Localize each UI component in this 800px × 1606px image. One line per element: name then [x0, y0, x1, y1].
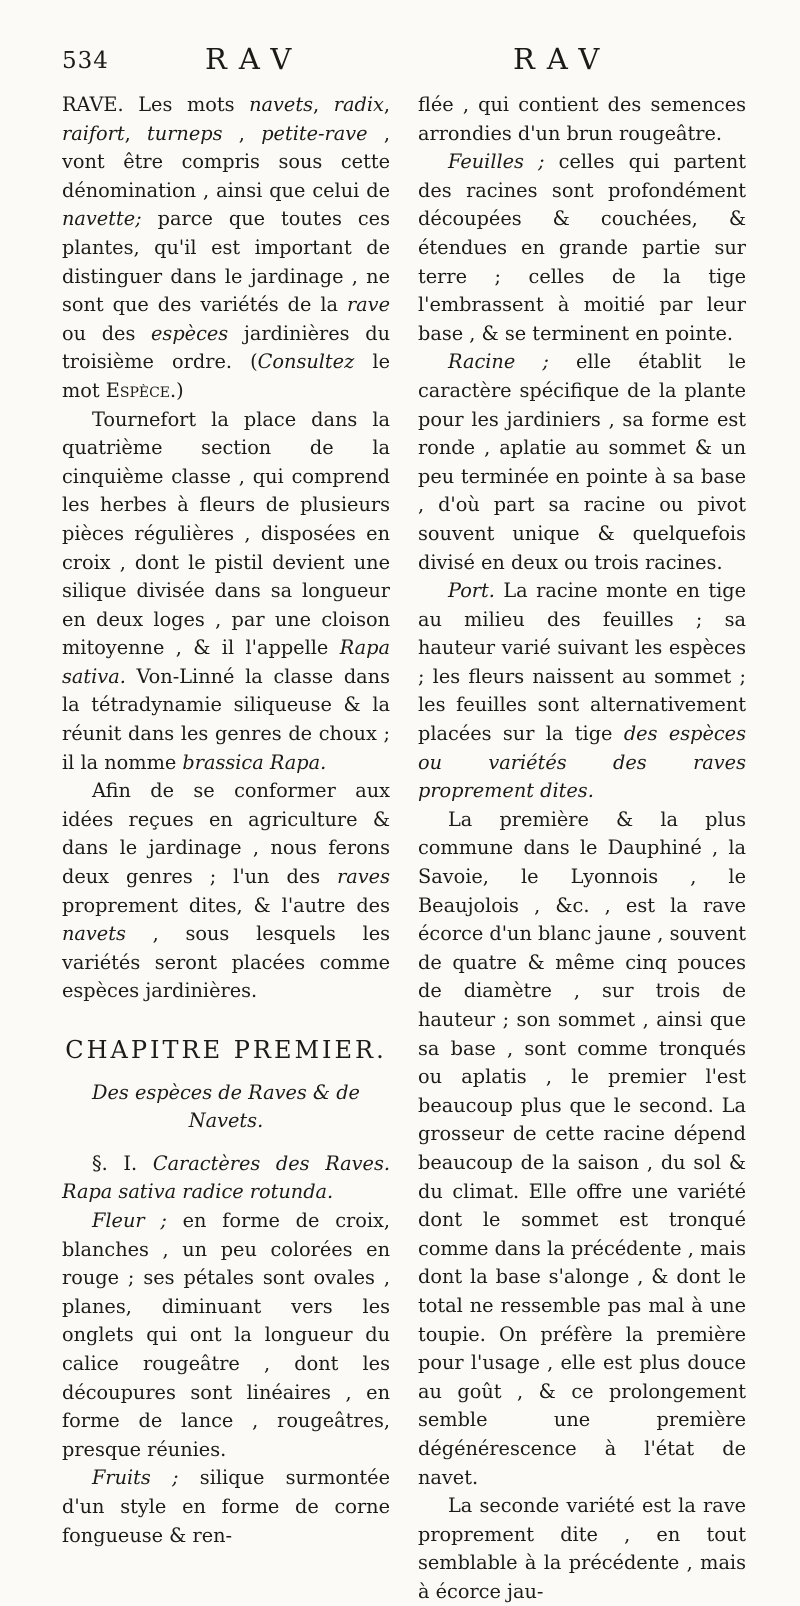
page-header	[0, 42, 800, 92]
page-number: 534	[62, 48, 109, 74]
continuation-paragraph: flée , qui contient des semences arrondies d'un brun rougeâtre.	[418, 93, 746, 145]
chapter-title: CHAPITRE PREMIER.	[65, 1036, 387, 1064]
racine-paragraph: Racine ; elle établit le caractère spécifique de la plante pour les jardiniers , sa forme est ronde , aplatie au sommet & un peu terminée en pointe à sa base , d'où part sa racine ou pivot souvent unique & quelquefois divisé en deux ou trois racines.	[418, 350, 746, 574]
fruits-paragraph: Fruits ; silique surmontée d'un style en forme de corne fongueuse & ren-	[62, 1466, 391, 1547]
running-head-right: RAV	[513, 42, 612, 76]
classification-paragraph: Tournefort la place dans la quatrième section de la cinquième classe , qui comprend les herbes à fleurs de plusieurs pièces régulières , disposées en croix , dont le pistil devient une silique divisée dans sa longueur en deux loges , par une cloison mitoyenne , & il l'appelle Rapa sativa. Von-Linné la classe dans la tétradynamie siliqueuse & la réunit dans les genres de choux ; il la nomme brassica Rapa.	[62, 407, 390, 774]
feuilles-paragraph: Feuilles ; celles qui partent des racines sont profondément découpées & couchées, & étendues en grande partie sur terre ; celles de la tige l'embrassent à moitié par leur base , & se terminent en pointe.	[418, 150, 746, 345]
fleur-paragraph: Fleur ; en forme de croix, blanches , un peu colorées en rouge ; ses pétales sont ovales , planes, diminuant vers les onglets qui ont la longueur du calice rougeâtre , dont les découpures sont linéaires , en forme de lance , rougeâtres, presque réunies.	[62, 1208, 391, 1461]
first-variety-paragraph: La première & la plus commune dans le Dauphiné , la Savoie, le Lyonnois , le Beaujolois , &c. , est la rave écorce d'un blanc jaune , souvent de quatre & même cinq pouces de diamètre , sur trois de hauteur ; son sommet , ainsi que sa base , sont comme tronqués ou aplatis , le premier l'est beaucoup plus que le second. La grosseur de cette racine dépend beaucoup de la saison , du sol & du climat. Elle offre une variété dont le sommet est tronqué comme dans la précédente , mais dont la base s'alonge , & dont le total ne ressemble pas mal à une toupie. On préfère la première pour l'usage , elle est plus douce au goût , & ce prolongement semble une première dégénérescence à l'état de navet.	[418, 807, 746, 1489]
second-variety-paragraph: La seconde variété est la rave proprement dite , en tout semblable à la précédente , mais à écorce jau-	[418, 1494, 746, 1603]
right-column	[418, 91, 746, 1606]
genres-paragraph: Afin de se conformer aux idées reçues en agriculture & dans le jardinage , nous ferons deux genres ; l'un des raves proprement dites, & l'autre des navets , sous lesquels les variétés seront placées comme espèces jardinières.	[62, 779, 390, 1003]
port-paragraph: Port. La racine monte en tige au milieu des feuilles ; sa hauteur varié suivant les espèces ; les fleurs naissent au sommet ; les feuilles sont alternativement placées sur la tige des espèces ou variétés des raves proprement dites.	[418, 579, 746, 803]
chapter-subtitle: Des espèces de Raves & de Navets.	[92, 1080, 360, 1133]
left-column	[62, 91, 390, 1550]
section-heading: §. I. Caractères des Raves. Rapa sativa radice rotunda.	[62, 1151, 390, 1204]
running-head-left: RAV	[205, 42, 304, 76]
entry-intro-paragraph: RAVE. Les mots navets, radix, raifort, turneps , petite-rave , vont être compris sous cette dénomination , ainsi que celui de navette; parce que toutes ces plantes, qu'il est important de distinguer dans le jardinage , ne sont que des variétés de la rave ou des espèces jardinières du troisième ordre. (Consultez le mot Espèce.)	[62, 93, 391, 402]
